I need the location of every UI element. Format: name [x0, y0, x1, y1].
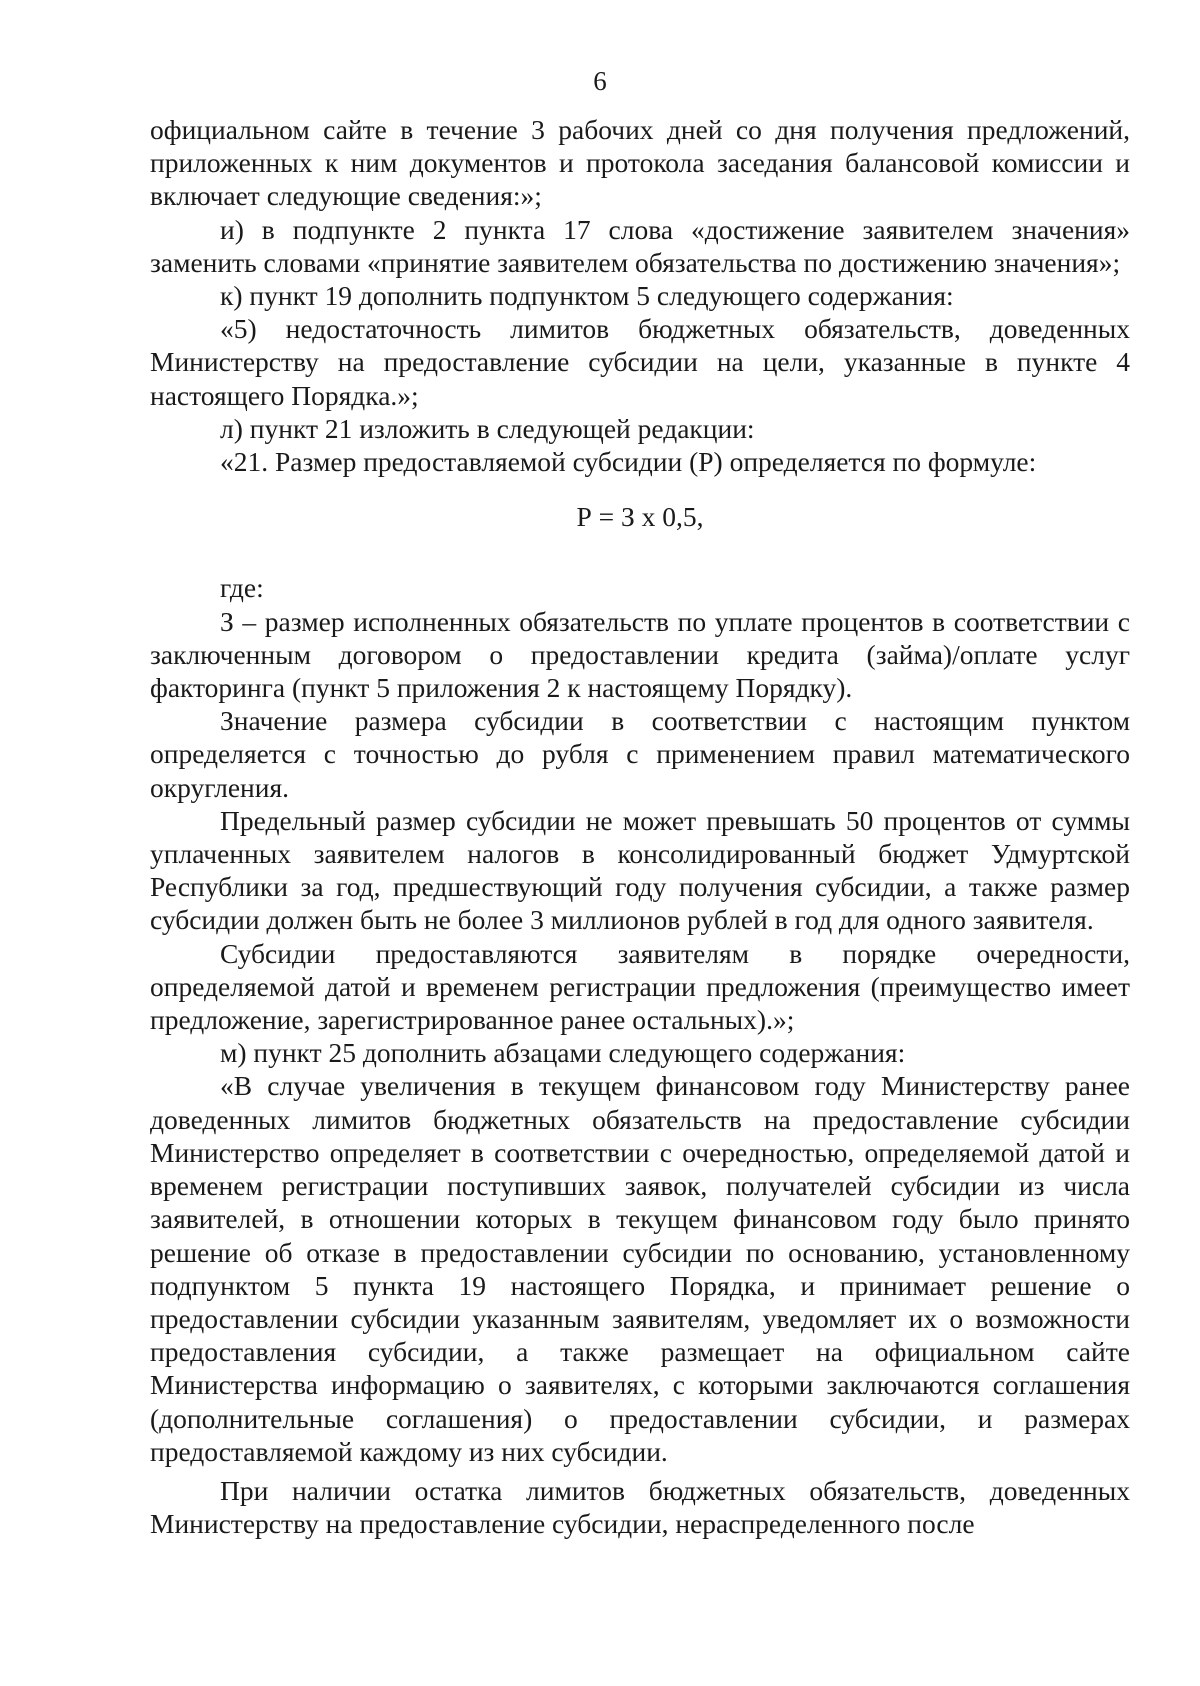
paragraph-continuation: официальном сайте в течение 3 рабочих дней со дня получения предложений, приложенных к ним документов и протокола заседания балансовой комиссии и включает следующие сведения:»;	[150, 114, 1130, 212]
formula: Р = З х 0,5,	[576, 501, 704, 533]
paragraph-order: Субсидии предоставляются заявителям в порядке очередности, определяемой датой и временем регистрации предложения (преимущество имеет предложение, зарегистрированное ранее остальных).»;	[150, 937, 1130, 1036]
paragraph-item-k-quote: «5) недостаточность лимитов бюджетных обязательств, доведенных Министерству на предоставление субсидии на цели, указанные в пункте 4 настоящего Порядка.»;	[150, 313, 1130, 411]
document-body	[150, 113, 1130, 1540]
paragraph-item-m: м) пункт 25 дополнить абзацами следующего содержания:	[220, 1037, 906, 1069]
paragraph-item-m-quote: «В случае увеличения в текущем финансовом году Министерству ранее доведенных лимитов бюджетных обязательств на предоставление субсидии Министерство определяет в соответствии с очередностью, определяемой датой и временем регистрации поступивших заявок, получателей субсидии из числа заявителей, в отношении которых в текущем финансовом году было принято решение об отказе в предоставлении субсидии по основанию, установленному подпунктом 5 пункта 19 настоящего Порядка, и принимает решение о предоставлении субсидии указанным заявителям, уведомляет их о возможности предоставления субсидии, а также размещает на официальном сайте Министерства информацию о заявителях, с которыми заключаются соглашения (дополнительные соглашения) о предоставлении субсидии, и размерах предоставляемой каждому из них субсидии.	[150, 1070, 1130, 1467]
page-number: 6	[593, 66, 607, 96]
paragraph-item-k: к) пункт 19 дополнить подпунктом 5 следующего содержания:	[220, 280, 954, 312]
paragraph-item-l: л) пункт 21 изложить в следующей редакции:	[220, 412, 755, 444]
paragraph-definition-z: З – размер исполненных обязательств по уплате процентов в соответствии с заключенным договором о предоставлении кредита (займа)/оплате услуг факторинга (пункт 5 приложения 2 к настоящему Порядку).	[150, 605, 1130, 704]
paragraph-item-i: и) в подпункте 2 пункта 17 слова «достижение заявителем значения» заменить словами «принятие заявителем обязательства по достижению значения»;	[150, 213, 1130, 278]
paragraph-formula-intro: «21. Размер предоставляемой субсидии (Р) определяется по формуле:	[220, 446, 1037, 478]
paragraph-remainder: При наличии остатка лимитов бюджетных обязательств, доведенных Министерству на предоставление субсидии, нераспределенного после	[150, 1474, 1130, 1540]
paragraph-limit: Предельный размер субсидии не может превышать 50 процентов от суммы уплаченных заявителем налогов в консолидированный бюджет Удмуртской Республики за год, предшествующий году получения субсидии, а также размер субсидии должен быть не более 3 миллионов рублей в год для одного заявителя.	[150, 804, 1130, 936]
paragraph-rounding: Значение размера субсидии в соответствии с настоящим пунктом определяется с точностью до рубля с применением правил математического округления.	[150, 705, 1130, 803]
paragraph-where: где:	[220, 572, 264, 604]
